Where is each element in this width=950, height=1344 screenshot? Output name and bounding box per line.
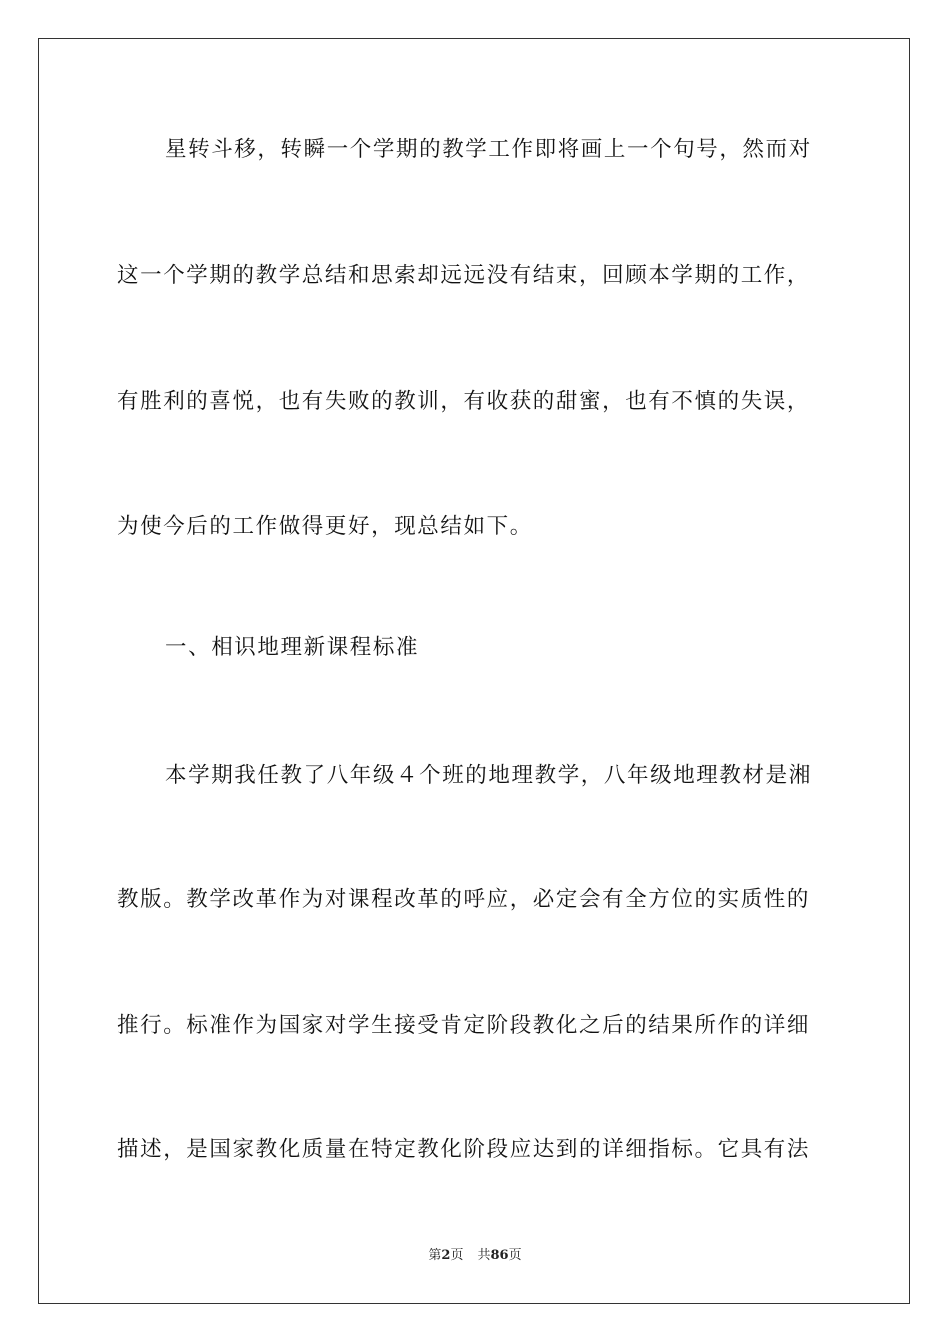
page-border [38, 38, 910, 1304]
paragraph-line-4: 为使今后的工作做得更好，现总结如下。 [117, 514, 533, 539]
page-footer [0, 1247, 950, 1265]
footer-page-suffix: 页 [450, 1248, 464, 1263]
paragraph-line-6: 教版。教学改革作为对课程改革的呼应，必定会有全方位的实质性的 [117, 887, 811, 912]
footer-total-suffix: 页 [508, 1248, 522, 1263]
footer-page-number: 2 [441, 1248, 451, 1263]
paragraph-line-1: 星转斗移，转瞬一个学期的教学工作即将画上一个句号，然而对 [165, 137, 812, 162]
paragraph-line-2: 这一个学期的教学总结和思索却远远没有结束，回顾本学期的工作， [117, 263, 811, 288]
paragraph-line-7: 推行。标准作为国家对学生接受肯定阶段教化之后的结果所作的详细 [117, 1013, 811, 1038]
footer-total-prefix: 共 [477, 1248, 491, 1263]
paragraph-line-8: 描述，是国家教化质量在特定教化阶段应达到的详细指标。它具有法 [117, 1137, 811, 1162]
paragraph-line-5: 本学期我任教了八年级４个班的地理教学，八年级地理教材是湘 [165, 763, 812, 788]
footer-total-pages: 86 [490, 1248, 509, 1263]
footer-page-prefix: 第 [428, 1248, 442, 1263]
paragraph-line-3: 有胜利的喜悦，也有失败的教训，有收获的甜蜜，也有不慎的失误， [117, 389, 811, 414]
section-heading: 一、相识地理新课程标准 [165, 635, 420, 660]
